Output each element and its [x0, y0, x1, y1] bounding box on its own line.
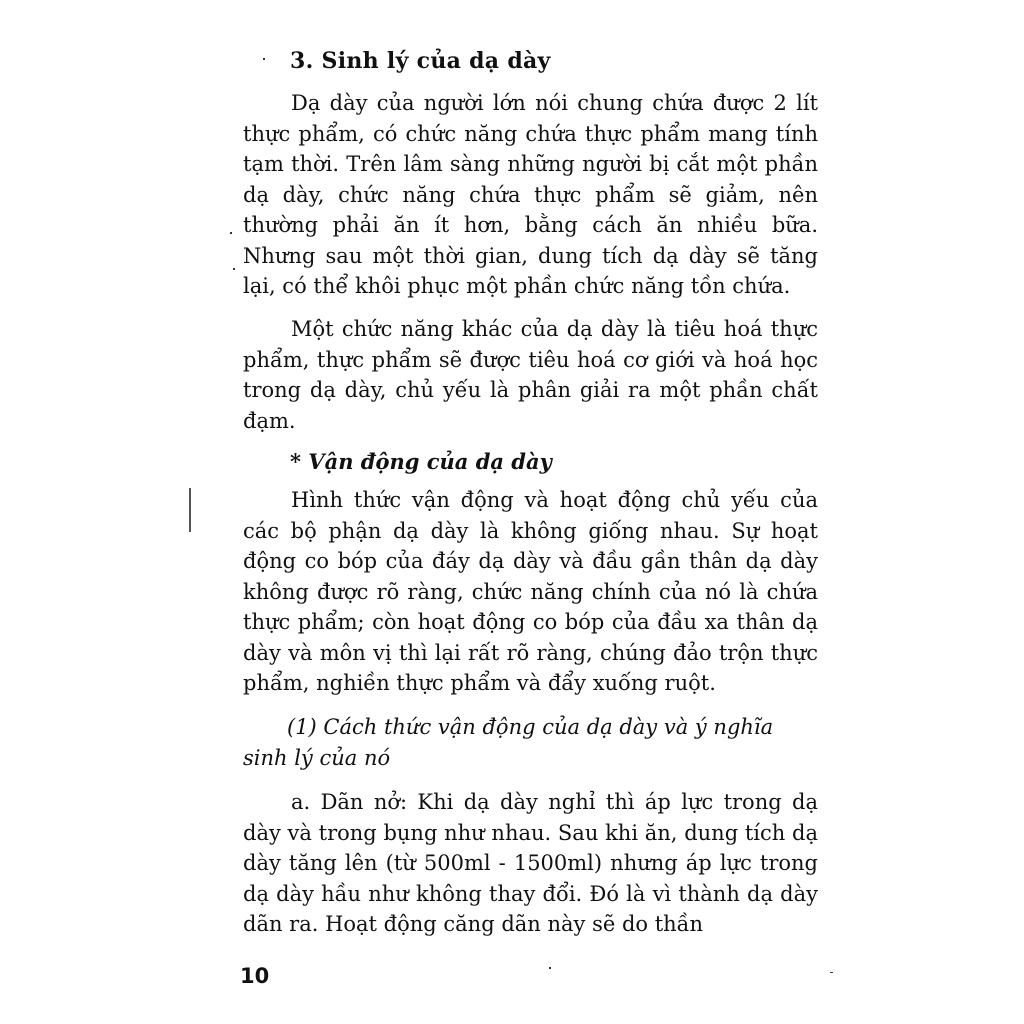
- paragraph-dilation: a. Dãn nở: Khi dạ dày nghỉ thì áp lực trong dạ dày và trong bụng như nhau. Sau khi ăn, dung tích dạ dày tăng lên (từ 500ml - 1500ml) nhưng áp lực trong dạ dày hầu như không thay đổi. Đó là vì thành dạ dày dãn ra. Hoạt động căng dãn này sẽ do thần: [243, 790, 818, 936]
- scan-speck: [830, 972, 833, 973]
- paragraph-stomach-capacity: Dạ dày của người lớn nói chung chứa được 2 lít thực phẩm, có chức năng chứa thực phẩm mang tính tạm thời. Trên lâm sàng những người bị cắt một phần dạ dày, chức năng chứa thực phẩm sẽ giảm, nên thường phải ăn ít hơn, bằng cách ăn nhiều bữa. Nhưng sau một thời gian, dung tích dạ dày sẽ tăng lại, có thể khôi phục một phần chức năng tồn chứa.: [243, 91, 818, 298]
- scan-speck: [549, 967, 551, 969]
- scan-speck: [230, 232, 232, 234]
- page-number: 10: [240, 964, 270, 988]
- subheading-stomach-motility: * Vận động của dạ dày: [290, 449, 552, 474]
- scan-speck: [263, 58, 265, 60]
- paragraph-digestion-function: Một chức năng khác của dạ dày là tiêu hoá thực phẩm, thực phẩm sẽ được tiêu hoá cơ giới và hoá học trong dạ dày, chủ yếu là phân giải ra một phần chất đạm.: [243, 317, 818, 433]
- paragraph-motility-forms: Hình thức vận động và hoạt động chủ yếu của các bộ phận dạ dày là không giống nhau. Sự hoạt động co bóp của đáy dạ dày và đầu gần thân dạ dày không được rõ ràng, chức năng chính của nó là chứa thực phẩm; còn hoạt động co bóp của đầu xa thân dạ dày và môn vị thì lại rất rõ ràng, chúng đảo trộn thực phẩm, nghiền thực phẩm và đẩy xuống ruột.: [243, 488, 818, 695]
- section-heading: 3. Sinh lý của dạ dày: [290, 48, 551, 74]
- scan-edge-mark: [189, 488, 191, 532]
- scan-speck: [233, 268, 235, 270]
- italic-subheading-motility-methods: (1) Cách thức vận động của dạ dày và ý nghĩa sinh lý của nó: [243, 715, 774, 770]
